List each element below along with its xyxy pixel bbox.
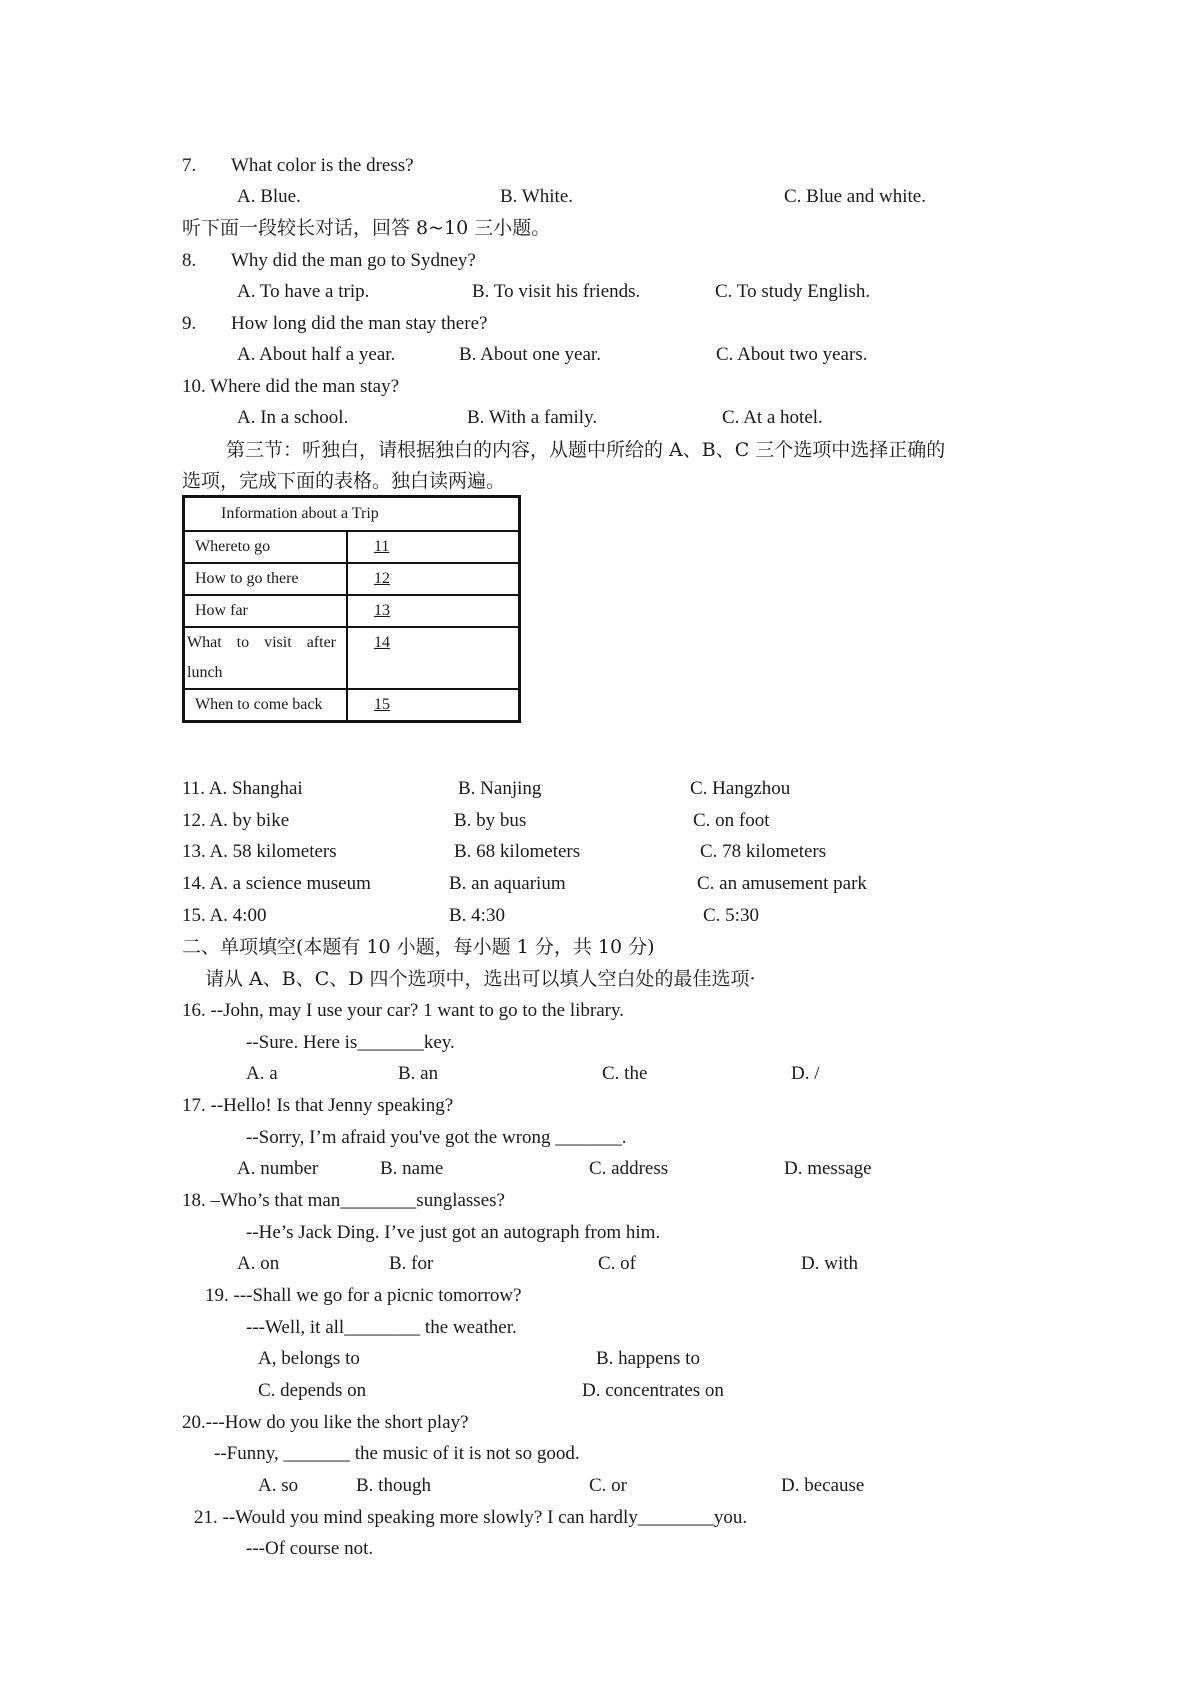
q9-number: 9. [182, 313, 197, 334]
q17-line2: --Sorry, I’m afraid you've got the wrong _______. [246, 1127, 627, 1148]
q20-option-a: A. so [258, 1475, 299, 1496]
q12-option-b: B. by bus [454, 810, 527, 831]
q12-option-c: C. on foot [693, 810, 770, 831]
trip-table-row [184, 689, 520, 721]
trip-question: What to visit after lunch [184, 627, 348, 689]
trip-table-row [184, 595, 520, 627]
q14-option-a: 14. A. a science museum [182, 873, 371, 894]
q18-line1: 18. –Who’s that man________sunglasses? [182, 1190, 505, 1211]
q14-option-c: C. an amusement park [697, 873, 867, 894]
long-dialog-instruction: 听下面一段较长对话，回答 8~10 三小题。 [182, 217, 551, 239]
trip-question: How far [184, 595, 348, 627]
q16-option-c: C. the [602, 1063, 648, 1084]
q13-option-b: B. 68 kilometers [454, 841, 581, 862]
q8-option-b: B. To visit his friends. [472, 281, 641, 302]
q10-option-c: C. At a hotel. [722, 407, 823, 428]
trip-question: How to go there [184, 563, 348, 595]
q16-option-a: A. a [246, 1063, 278, 1084]
q18-option-c: C. of [598, 1253, 636, 1274]
q7-number: 7. [182, 155, 197, 176]
q12-option-a: 12. A. by bike [182, 810, 290, 831]
q7-option-b: B. White. [500, 186, 574, 207]
q20-option-b: B. though [356, 1475, 431, 1496]
q7-option-c: C. Blue and white. [784, 186, 926, 207]
trip-table-row [184, 563, 520, 595]
q13-option-a: 13. A. 58 kilometers [182, 841, 337, 862]
section3-instruction-line1: 第三节：听独白，请根据独白的内容，从题中所给的 A、B、C 三个选项中选择正确的 [226, 439, 946, 461]
q8-option-c: C. To study English. [715, 281, 871, 302]
q9-option-b: B. About one year. [459, 344, 601, 365]
q16-option-d: D. / [791, 1063, 820, 1084]
q8-number: 8. [182, 250, 197, 271]
trip-info-table [182, 495, 521, 723]
trip-answer-blank: 11 [347, 531, 520, 563]
q19-line2: ---Well, it all________ the weather. [246, 1317, 517, 1338]
q17-line1: 17. --Hello! Is that Jenny speaking? [182, 1095, 454, 1116]
trip-answer-blank: 15 [347, 689, 520, 721]
q8-text: Why did the man go to Sydney? [231, 250, 476, 271]
section3-instruction-line2: 选项，完成下面的表格。独白读两遍。 [182, 470, 506, 492]
q19-option-a: A, belongs to [258, 1348, 360, 1369]
q20-line2: --Funny, _______ the music of it is not so good. [214, 1443, 580, 1464]
q18-option-b: B. for [389, 1253, 434, 1274]
q19-line1: 19. ---Shall we go for a picnic tomorrow? [205, 1285, 522, 1306]
q11-option-c: C. Hangzhou [690, 778, 791, 799]
q17-option-b: B. name [380, 1158, 444, 1179]
q18-line2: --He’s Jack Ding. I’ve just got an autograph from him. [246, 1222, 661, 1243]
q14-option-b: B. an aquarium [449, 873, 566, 894]
q10-text: 10. Where did the man stay? [182, 376, 400, 397]
trip-answer-blank: 12 [347, 563, 520, 595]
trip-answer-blank: 13 [347, 595, 520, 627]
q17-option-c: C. address [589, 1158, 669, 1179]
trip-answer-blank: 14 [347, 627, 520, 689]
q10-option-b: B. With a family. [467, 407, 598, 428]
q19-option-d: D. concentrates on [582, 1380, 724, 1401]
trip-question: When to come back [184, 689, 348, 721]
q7-text: What color is the dress? [231, 155, 414, 176]
part2-heading: 二、单项填空(本题有 10 小题，每小题 1 分，共 10 分) [182, 936, 655, 958]
trip-table-title: Information about a Trip [184, 497, 520, 532]
q15-option-c: C. 5:30 [703, 905, 759, 926]
q11-option-b: B. Nanjing [458, 778, 542, 799]
trip-table-row [184, 531, 520, 563]
q10-option-a: A. In a school. [237, 407, 349, 428]
q11-option-a: 11. A. Shanghai [182, 778, 303, 799]
q15-option-b: B. 4:30 [449, 905, 505, 926]
q13-option-c: C. 78 kilometers [700, 841, 827, 862]
q7-option-a: A. Blue. [237, 186, 301, 207]
q16-line2: --Sure. Here is_______key. [246, 1032, 455, 1053]
trip-table-header-row [184, 497, 520, 532]
q18-option-d: D. with [801, 1253, 858, 1274]
q17-option-d: D. message [784, 1158, 872, 1179]
trip-question: Whereto go [184, 531, 348, 563]
q9-option-a: A. About half a year. [237, 344, 396, 365]
q9-text: How long did the man stay there? [231, 313, 488, 334]
q21-line1: 21. --Would you mind speaking more slowly? I can hardly________you. [194, 1507, 748, 1528]
trip-table-row [184, 627, 520, 689]
part2-instruction: 请从 A、B、C、D 四个选项中，选出可以填人空白处的最佳选项· [205, 968, 756, 990]
q21-line2: ---Of course not. [246, 1538, 374, 1559]
q20-option-c: C. or [589, 1475, 627, 1496]
q18-option-a: A. on [237, 1253, 280, 1274]
q8-option-a: A. To have a trip. [237, 281, 370, 302]
q16-line1: 16. --John, may I use your car? 1 want to go to the library. [182, 1000, 624, 1021]
q17-option-a: A. number [237, 1158, 319, 1179]
q19-option-b: B. happens to [596, 1348, 700, 1369]
q15-option-a: 15. A. 4:00 [182, 905, 267, 926]
q20-option-d: D. because [781, 1475, 865, 1496]
q16-option-b: B. an [398, 1063, 439, 1084]
q19-option-c: C. depends on [258, 1380, 367, 1401]
q20-line1: 20.---How do you like the short play? [182, 1412, 469, 1433]
q9-option-c: C. About two years. [716, 344, 868, 365]
